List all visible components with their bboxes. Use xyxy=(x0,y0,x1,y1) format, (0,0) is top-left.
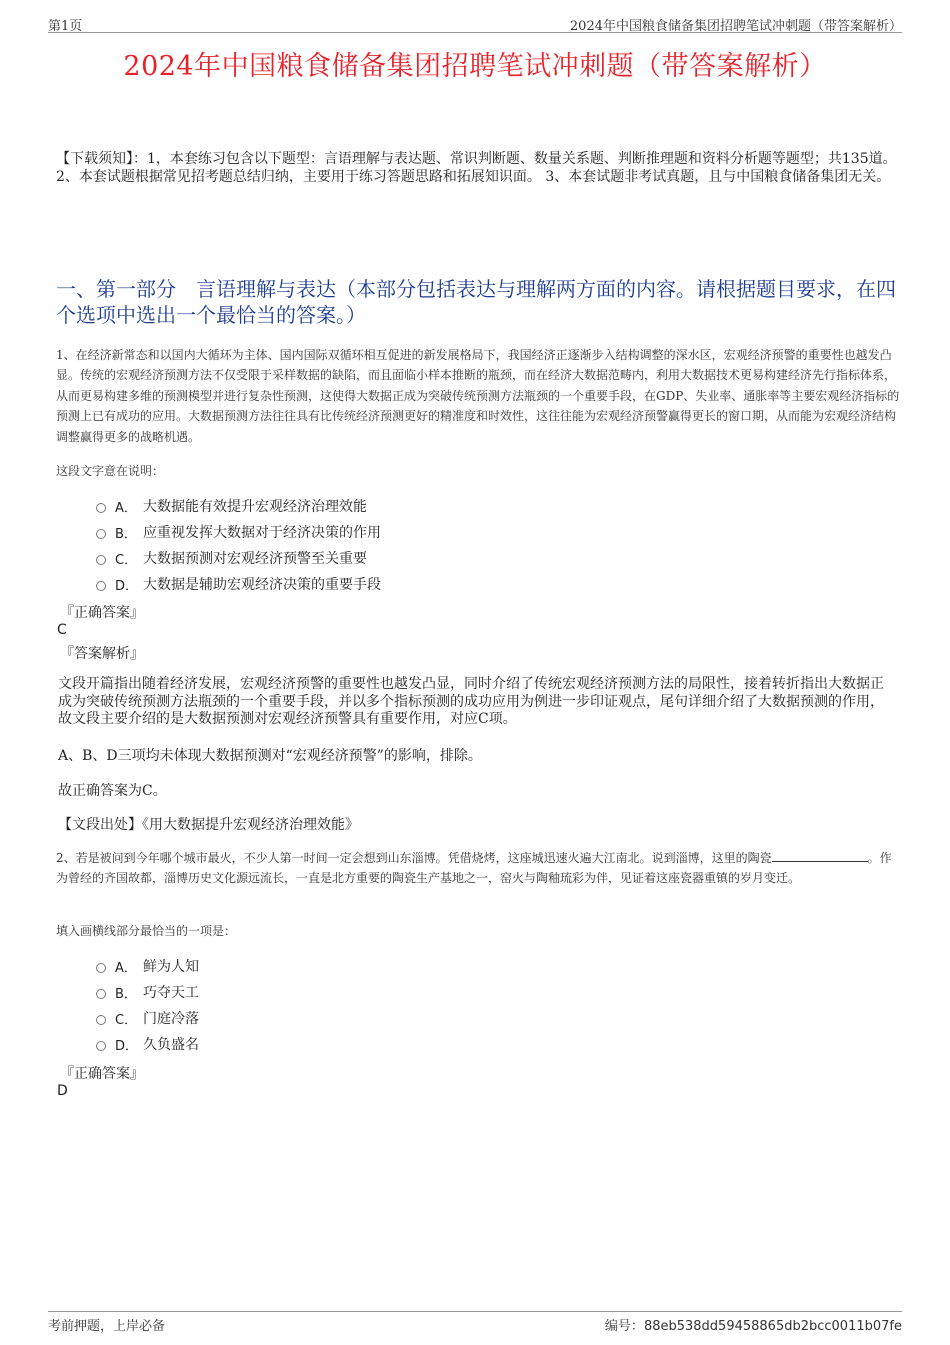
radio-icon[interactable] xyxy=(96,555,106,565)
option-text: 大数据预测对宏观经济预警至关重要 xyxy=(143,551,367,567)
q1-options xyxy=(96,493,381,597)
radio-icon[interactable] xyxy=(96,503,106,513)
option-text: 鲜为人知 xyxy=(143,959,199,975)
q2-text xyxy=(56,848,901,889)
option-text: 久负盛名 xyxy=(143,1037,199,1053)
radio-icon[interactable] xyxy=(96,1041,106,1051)
q2-option-c[interactable] xyxy=(96,1005,199,1031)
q1-option-b[interactable] xyxy=(96,519,381,545)
section-heading: 一、第一部分 言语理解与表达（本部分包括表达与理解两方面的内容。请根据题目要求，在四个选项中选出一个最恰当的答案。） xyxy=(56,277,896,327)
option-text: 应重视发挥大数据对于经济决策的作用 xyxy=(143,525,381,541)
q1-exclude: A、B、D三项均未体现大数据预测对“宏观经济预警”的影响，排除。 xyxy=(58,748,482,764)
option-letter: D． xyxy=(115,1038,139,1054)
option-text: 大数据是辅助宏观经济决策的重要手段 xyxy=(143,577,381,593)
option-letter: B． xyxy=(115,526,137,542)
radio-icon[interactable] xyxy=(96,581,106,591)
option-text: 巧夺天工 xyxy=(143,985,199,1001)
fill-blank xyxy=(772,849,868,862)
page-number: 第1页 xyxy=(48,19,83,34)
radio-icon[interactable] xyxy=(96,1015,106,1025)
option-letter: A． xyxy=(115,500,137,516)
q1-answer-label: 『正确答案』 xyxy=(60,605,144,621)
q1-analysis: 文段开篇指出随着经济发展，宏观经济预警的重要性也越发凸显，同时介绍了传统宏观经济预测方法的局限性，接着转折指出大数据正成为突破传统预测方法瓶颈的一个重要手段，并以多个指标预测的成功应用为例进一步印证观点，尾句详细介绍了大数据预测的作用，故文段主要介绍的是大数据预测对宏观经济预警具有重要作用，对应C项。 xyxy=(58,676,884,727)
q1-analysis-label: 『答案解析』 xyxy=(60,646,144,662)
q2-answer: D xyxy=(57,1083,68,1099)
q1-text: 1、在经济新常态和以国内大循环为主体、国内国际双循环相互促进的新发展格局下，我国经济正逐渐步入结构调整的深水区，宏观经济预警的重要性也越发凸显。传统的宏观经济预测方法不仅受限于采样数据的缺陷，而且面临小样本推断的瓶颈，而在经济大数据范畴内，利用大数据技术更易构建经济先行指标体系，从而更易构建多维的预测模型并进行复杂性预测，这使得大数据正成为突破传统预测方法瓶颈的一个重要手段，在GDP、失业率、通胀率等主要宏观经济指标的预测上已有成功的应用。大数据预测方法往往具有比传统经济预测更好的精准度和时效性，这往往能为宏观经济预警赢得更长的窗口期，从而能为宏观经济结构调整赢得更多的战略机遇。 xyxy=(56,348,900,444)
q2-option-a[interactable] xyxy=(96,953,199,979)
q2-answer-label: 『正确答案』 xyxy=(60,1066,144,1082)
q1-source: 【文段出处】《用大数据提升宏观经济治理效能》 xyxy=(58,817,359,833)
footer-code xyxy=(605,1315,902,1334)
q2-option-b[interactable] xyxy=(96,979,199,1005)
q2-options xyxy=(96,953,199,1057)
footer-divider xyxy=(48,1311,902,1312)
page-title: 2024年中国粮食储备集团招聘笔试冲刺题（带答案解析） xyxy=(123,51,827,82)
footer-slogan: 考前押题，上岸必备 xyxy=(48,1319,166,1334)
option-letter: B． xyxy=(115,986,137,1002)
q2-option-d[interactable] xyxy=(96,1031,199,1057)
q2-prompt: 填入画横线部分最恰当的一项是： xyxy=(56,924,237,938)
q1-conclusion: 故正确答案为C。 xyxy=(58,783,167,799)
header-doc-title: 2024年中国粮食储备集团招聘笔试冲刺题（带答案解析） xyxy=(569,19,902,34)
q1-option-d[interactable] xyxy=(96,571,381,597)
header-divider xyxy=(48,32,902,33)
q1-answer: C xyxy=(57,622,67,638)
radio-icon[interactable] xyxy=(96,989,106,999)
option-letter: A． xyxy=(115,960,137,976)
q2-text-before: 2、若是被问到今年哪个城市最火，不少人第一时间一定会想到山东淄博。凭借烧烤，这座城迅速火遍大江南北。说到淄博，这里的陶瓷 xyxy=(56,851,772,865)
radio-icon[interactable] xyxy=(96,963,106,973)
footer-code-label: 编号： xyxy=(604,1319,644,1334)
option-text: 大数据能有效提升宏观经济治理效能 xyxy=(143,499,367,515)
radio-icon[interactable] xyxy=(96,529,106,539)
option-text: 门庭冷落 xyxy=(143,1011,199,1027)
option-letter: C． xyxy=(115,552,138,568)
footer-code-value: 88eb538dd59458865db2bcc0011b07fe xyxy=(643,1319,902,1334)
q2-text-after: 。作为曾经的齐国故都，淄博历史文化源远流长，一直是北方重要的陶瓷生产基地之一，窑火与陶釉琉彩为伴，见证着这座瓷器重镇的岁月变迁。 xyxy=(56,851,892,886)
option-letter: D． xyxy=(115,578,139,594)
q1-option-a[interactable] xyxy=(96,493,381,519)
option-letter: C． xyxy=(115,1012,138,1028)
download-notice: 【下载须知】：1，本套练习包含以下题型：言语理解与表达题、常识判断题、数量关系题、判断推理题和资料分析题等题型；共135道。 2、本套试题根据常见招考题总结归纳，主要用于练习答题思路和拓展知识面。 3、本套试题非考试真题，且与中国粮食储备集团无关。 xyxy=(56,151,897,185)
q1-prompt: 这段文字意在说明： xyxy=(56,464,165,478)
q1-option-c[interactable] xyxy=(96,545,381,571)
